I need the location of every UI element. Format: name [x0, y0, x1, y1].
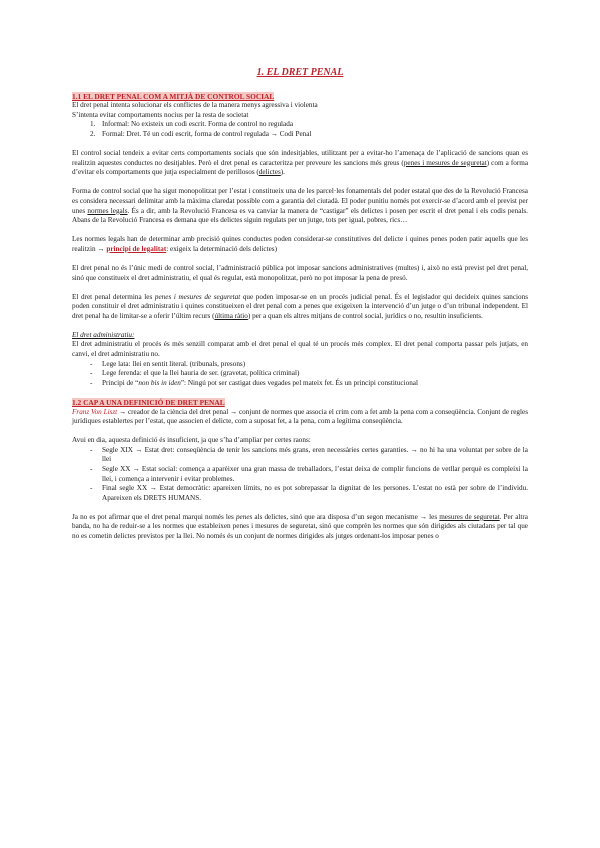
lege-list [72, 360, 528, 389]
list-item: - Lege lata: llei en sentit literal. (tribunals, presons) [90, 359, 246, 368]
list-item: 2. Formal: Dret. Té un codi escrit, forma de control regulada → Codi Penal [90, 129, 312, 138]
subheading-dret-administratiu: El dret administratiu: [72, 330, 135, 339]
paragraph-mecanismes: Ja no es pot afirmar que el dret penal marqui només les penes als delictes, sinó que ara disposa d’un segon mecanisme → les mesures de seguretat. Per altra banda, no ha de reduir-se a les normes que estableixen penes i mesures de seguretat, sinó que comprèn les normes que són dirigides als ciutadans per tal que no es cometin delictes previstos per la llei. No només és un conjunt de normes dirigides als jutges ordenant-los imposar penes o [72, 512, 528, 541]
paragraph-dret-administratiu: El dret penal no és l’únic medi de control social, l’administració pública pot imposar sancions administratives (multes) i, això no està previst pel dret penal, sinó que constitueix el dret administratiu, el qual és regulat, està monopolitzat, però no pot imposar la pena de presó. [72, 263, 528, 282]
paragraph-von-liszt: Franz Von Liszt → creador de la ciència del dret penal → conjunt de normes que associa el crim com a fet amb la pena com a conseqüència. Conjunt de regles jurídiques establertes per l’estat, que associen el delicte, com a suposat fet, a la pena, com a legítima conseqüència. [72, 407, 528, 426]
paragraph-monopoli-estat: Forma de control social que ha sigut monopolitzat per l’estat i constitueix una de les parcel·les fonamentals del poder estatal que des de la Revolució Francesa es considera necessari delimitar amb la màxima claredat possible com a garantia del ciutadà. El poder punitiu només pot exercir-se d’acord amb el previst per unes normes legals. És a dir, amb la Revolució Francesa es va canviar la manera de “castigar” els delictes i posen per escrit el dret penal i els codis penals. Abans de la Revolució Francesa es demana que els delictes siguin regulats per un jutge, tots per igual, pobres, rics… [72, 187, 528, 225]
paragraph-principi-legalitat: Les normes legals han de determinar amb precisió quines conductes poden considerar-se constitutives del delicte i quines penes poden patir aquells que les realitzin → principi de legalitat: exigeix la determinació dels delictes) [72, 235, 528, 253]
segles-list [72, 446, 528, 504]
intro-line-1: El dret penal intenta solucionar els conflictes de la manera menys agressiva i violenta [72, 101, 318, 110]
list-item: - Segle XIX → Estat dret: conseqüència de tenir les sancions més grans, eren necessàries certes garanties. → no hi ha una voluntat per sobre de la llei [90, 445, 528, 464]
paragraph-control-social: El control social tendeix a evitar certs comportaments socials que són indesitjables, utilitzant per a evitar-ho l’amenaça de l’aplicació de sancions quan es realitzin aquestes conductes no desitjables. Però el dret penal es caracteritza per preveure les sancions més greus (penes i mesures de seguretat) com a forma d’evitar els comportaments que jutja especialment de perillosos (delictes). [72, 149, 529, 177]
list-item: - Final segle XX → Estat democràtic: apareixen límits, no es pot sobrepassar la dignitat de les persones. L’estat no està per sobre de l’individu. Apareixen els DRETS HUMANS. [90, 484, 528, 502]
paragraph-penes-mesures: El dret penal determina les penes i mesures de seguretat que poden imposar-se en un procés judicial penal. És el legislador qui decideix quines sancions poden constituir el dret administratiu i quines constitueixen el dret penal com a penes que exigeixen la intervenció d’un jutge o d’un tribunal independent. El dret penal ha de limitar-se a oferir l’últim recurs (última ràtio) per a quan els altres mitjans de control social, jurídics o no, resultin insuficients. [72, 292, 529, 320]
section-heading-2: 1.2 CAP A UNA DEFINICIÓ DE DRET PENAL [72, 397, 225, 407]
list-item: - Segle XX → Estat social: comença a aparèixer una gran massa de treballadors, l’estat deixa de complir funcions de vetllar perquè es compleixi la llei, i comença a intervenir i evitar problemes. [90, 465, 528, 483]
intro-line-2: S’intenta evitar comportaments nocius per la resta de societat [72, 110, 249, 119]
section-heading-1: 1.1 EL DRET PENAL COM A MITJÀ DE CONTROL SOCIAL [72, 91, 275, 101]
list-item: 1. Informal: No existeix un codi escrit. Forma de control no regulada [90, 120, 294, 129]
list-item: - Lege ferenda: el que la llei hauria de ser. (gravetat, política criminal) [90, 369, 300, 378]
list-item: - Principi de “non bis in iden”: Ningú pot ser castigat dues vegades pel mateix fet. És un principi constitucional [90, 378, 418, 387]
page-title: 1. EL DRET PENAL [256, 67, 344, 78]
document-page [72, 68, 528, 542]
paragraph-proces: El dret administratiu el procés és més senzill comparat amb el dret penal el qual té un procés més complex. El dret penal comporta passar pels jutjats, en canvi, el dret administratiu no. [72, 340, 528, 359]
control-types-list [72, 120, 528, 139]
paragraph-insuficient: Avui en dia, aquesta definició és insuficient, ja que s’ha d’ampliar per certes raons: [72, 436, 311, 445]
